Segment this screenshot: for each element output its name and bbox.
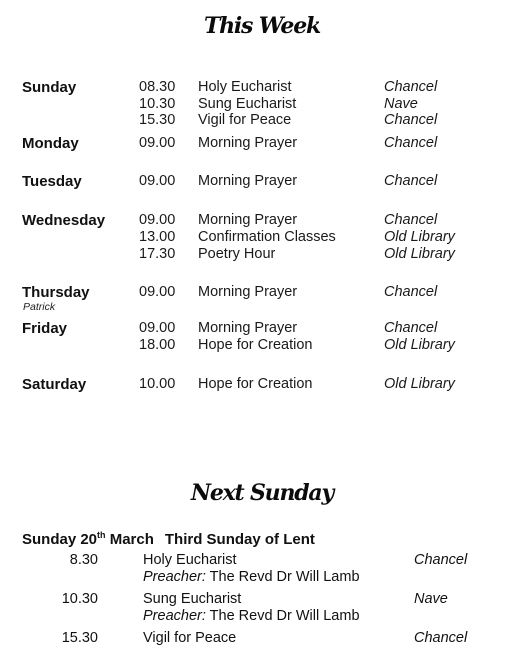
event-name: Morning Prayer — [198, 212, 298, 228]
event-name: Hope for Creation — [198, 376, 313, 392]
service-location: Chancel — [414, 552, 468, 568]
preacher-label: Preacher: — [143, 608, 206, 624]
preacher-name: The Revd Dr Will Lamb — [205, 569, 360, 585]
service-name: Holy Eucharist — [143, 552, 237, 568]
day-label-saturday: Saturday — [22, 376, 87, 393]
day-label-friday: Friday — [22, 320, 68, 337]
next-sunday-heading: Next Sunday — [190, 480, 334, 506]
service-location: Nave — [414, 591, 448, 607]
day-label-tuesday: Tuesday — [22, 173, 82, 190]
event-name: Poetry Hour — [198, 246, 276, 262]
event-time: 09.00 — [139, 320, 176, 336]
event-time: 13.00 — [139, 229, 176, 245]
event-location: Chancel — [384, 173, 438, 189]
event-time: 09.00 — [139, 173, 176, 189]
next-sunday-date-day: Sunday 20 — [22, 531, 98, 548]
service-time: 15.30 — [61, 630, 98, 646]
event-name: Hope for Creation — [198, 337, 313, 353]
event-location: Chancel — [384, 212, 438, 228]
preacher-label: Preacher: — [143, 569, 206, 585]
event-name: Morning Prayer — [198, 173, 298, 189]
next-sunday-date-month: March — [105, 531, 154, 548]
event-name: Morning Prayer — [198, 320, 298, 336]
service-time: 8.30 — [69, 552, 98, 568]
event-time: 17.30 — [139, 246, 176, 262]
day-label-wednesday: Wednesday — [22, 212, 106, 229]
event-time: 10.30 — [139, 96, 176, 112]
saint-day-note: Patrick — [23, 301, 56, 313]
event-location: Old Library — [384, 229, 455, 245]
event-location: Chancel — [384, 79, 438, 95]
event-name: Holy Eucharist — [198, 79, 292, 95]
day-label-sunday: Sunday — [22, 79, 77, 96]
event-location: Chancel — [384, 135, 438, 151]
day-label-monday: Monday — [22, 135, 79, 152]
event-time: 09.00 — [139, 212, 176, 228]
event-location: Old Library — [384, 337, 455, 353]
service-preacher — [143, 608, 360, 625]
event-location: Nave — [384, 96, 418, 112]
service-name: Vigil for Peace — [143, 630, 237, 646]
next-sunday-date-ordinal: th — [97, 530, 106, 540]
preacher-name: The Revd Dr Will Lamb — [205, 608, 360, 624]
next-sunday-occasion: Third Sunday of Lent — [164, 531, 315, 548]
event-name: Confirmation Classes — [198, 229, 336, 245]
event-location: Old Library — [384, 376, 455, 392]
event-name: Vigil for Peace — [198, 112, 292, 128]
service-name: Sung Eucharist — [143, 591, 242, 607]
event-time: 09.00 — [139, 135, 176, 151]
service-location: Chancel — [414, 630, 468, 646]
event-location: Chancel — [384, 112, 438, 128]
event-time: 08.30 — [139, 79, 176, 95]
event-location: Chancel — [384, 320, 438, 336]
this-week-heading: This Week — [203, 13, 321, 39]
next-sunday-title — [22, 526, 315, 549]
day-label-thursday: Thursday — [22, 284, 90, 301]
event-name: Morning Prayer — [198, 135, 298, 151]
event-location: Chancel — [384, 284, 438, 300]
event-location: Old Library — [384, 246, 455, 262]
event-time: 10.00 — [139, 376, 176, 392]
event-name: Morning Prayer — [198, 284, 298, 300]
event-time: 15.30 — [139, 112, 176, 128]
service-time: 10.30 — [61, 591, 98, 607]
service-preacher — [143, 569, 360, 586]
event-time: 18.00 — [139, 337, 176, 353]
event-name: Sung Eucharist — [198, 96, 297, 112]
event-time: 09.00 — [139, 284, 176, 300]
